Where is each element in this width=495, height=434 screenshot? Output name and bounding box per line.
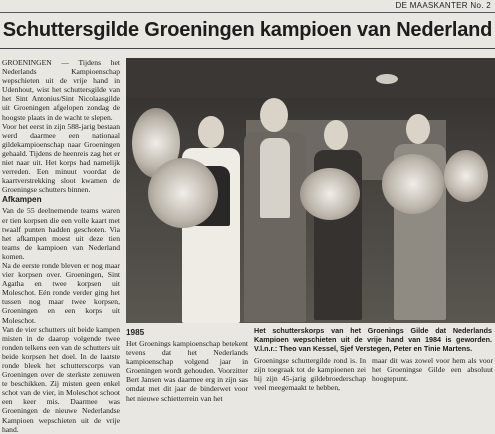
article-paragraph: Het Groenings kampioenschap betekent tevens dat het Nederlands kampioenschap volgend jaar in Groeningen wordt gehouden. Voorzitter Bert Jansen was daarmee erg in zijn sas omdat met dit jaar de binderwet voor het nieuwe schietterrein van het xyxy=(126,339,248,403)
flower-bouquet xyxy=(300,168,360,220)
article-intro: GROENINGEN — Tijdens het Nederlands Kampioenschap wepschieten uit de vrije hand in Udenhout, wist het schuttersgilde van het Sint Antonius/Sint Nicolaasgilde uit Groeningen afgelopen zondag de hoogste plaats in de wacht te slepen. xyxy=(2,58,120,122)
subheading-afkampen: Afkampen xyxy=(2,195,42,205)
article-paragraph: Van de vier schutters uit beide kampen misten in de daarop volgende twee ronden telkens een van de schutters uit beide korpsen het doel. In de laatste ronde bleek het schutterscorps van Groeningen over de sterkste zenuwen te beschikken. Zij misten geen enkel schot van de vier, in Moleschot schoot een keer mis. Daarmee was Groeningen de nieuwe Nederlandse Kampioen wepschieten uit de vrije hand. xyxy=(2,324,120,434)
headline-rule xyxy=(0,48,495,49)
article-paragraph: Na de eerste ronde bleven er nog maar vier korpsen over. Groeningen, Sint Agatha en twee korpsen uit Moleschot. Eén ronde verder ging het tussen nog maar twee korpsen, Groeningen en een korps uit Moleschot. xyxy=(2,260,120,325)
article-paragraph: Van de 55 deelnemende teams waren er tien korpsen die een volle kaart met twaalf punten hadden geschoten. Via het afkampen moest uit deze tien teams de kampioen van Nederland komen. xyxy=(2,206,120,261)
section-1985 xyxy=(126,327,248,403)
photo-caption: Het schutterskorps van het Groenings Gilde dat Nederlands Kampioen wepschieten uit de vrije hand van 1984 is geworden. V.l.n.r.: Theo van Kessel, Sjef Verstegen, Peter en Tinie Martens. xyxy=(254,326,492,353)
team-photo xyxy=(126,58,495,323)
flower-bouquet xyxy=(148,158,218,228)
subheading-1985: 1985 xyxy=(126,328,145,337)
middle-article-column xyxy=(254,356,366,392)
article-paragraph: Voor het eerst in zijn 588-jarig bestaan werd daarmee een nationaal gildekampioenschap naar Groeningen gehaald. Tijdens de heenreis zag het er niet naar uit. Het korps had namelijk verreden. Een minuut voordat de kaartverstrekking sloot kwamen de Groeningse schutters binnen. xyxy=(2,121,120,195)
publication-name: DE MAASKANTER No. 2 xyxy=(395,1,491,10)
photo-ceiling xyxy=(126,58,495,98)
photo-lamp xyxy=(376,74,398,84)
article-paragraph: Groeningse schuttergilde rond is. In zijn toegraak tot de kampioenen zei hij zijn 45-jarig gildebroederschap veel meegemaakt te hebben, xyxy=(254,356,366,393)
left-article-column xyxy=(2,58,120,434)
flower-bouquet xyxy=(444,150,488,202)
right-article-column xyxy=(372,356,493,383)
masthead xyxy=(0,0,495,13)
article-paragraph: maar dit was zowel voor hem als voor het Groeningse Gilde een absoluut hoogtepunt. xyxy=(372,356,493,384)
headline: Schuttersgilde Groeningen kampioen van Nederland xyxy=(2,19,493,41)
flower-bouquet xyxy=(382,154,444,214)
